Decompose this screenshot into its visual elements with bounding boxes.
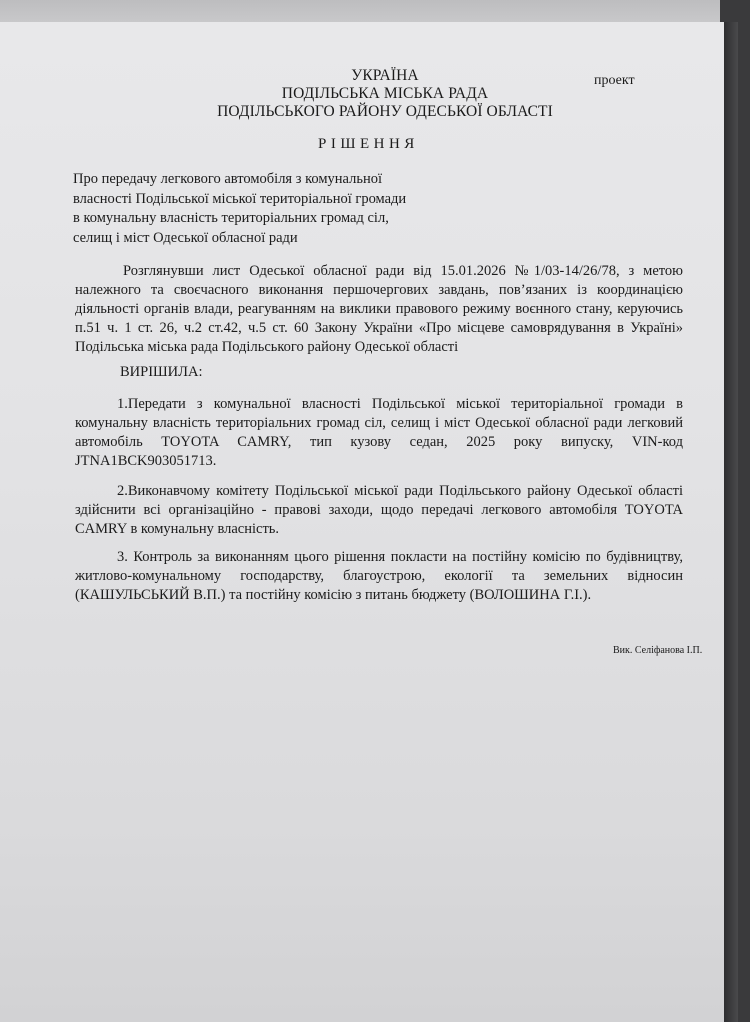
subject-line: селищ і міст Одеської обласної ради	[73, 229, 298, 246]
draft-label: проект	[594, 73, 635, 88]
council-heading: ПОДІЛЬСЬКА МІСЬКА РАДА	[281, 85, 489, 102]
decision-title: РІШЕННЯ	[318, 136, 419, 152]
author-note: Вик. Селіфанова І.П.	[613, 645, 703, 656]
district-heading: ПОДІЛЬСЬКОГО РАЙОНУ ОДЕСЬКОЇ ОБЛАСТІ	[217, 103, 553, 120]
page-shadow-edge	[724, 22, 738, 1022]
background-sheet	[0, 0, 720, 22]
item-3-paragraph: 3. Контроль за виконанням цього рішення покласти на постійну комісію по будівництву, житлово-комунальному господарству, благоустрою, екології та земельних відносин (КАШУЛЬСЬКИЙ В.П.) та постійну комісію з питань бюджету (ВОЛОШИНА Г.І.).	[75, 549, 683, 603]
item-2-paragraph: 2.Виконавчому комітету Подільської міської ради Подільського району Одеської області здійснити всі організаційно - правові заходи, щодо передачі легкового автомобіля TOYOTA CAMRY в комунальну власність.	[75, 483, 683, 537]
country-heading: УКРАЇНА	[351, 67, 419, 84]
subject-line: Про передачу легкового автомобіля з комунальної	[73, 171, 382, 187]
subject-line: в комунальну власність територіальних громад сіл,	[73, 210, 389, 226]
item-1-paragraph: 1.Передати з комунальної власності Подільської міської територіальної громади в комунальну власність територіальних громад сіл, селищ і міст Одеської обласної ради легковий автомобіль TOYOTA CAMRY, тип кузову седан, 2025 року випуску, VIN-код JTNA1BCK903051713.	[75, 396, 683, 469]
preamble-paragraph: Розглянувши лист Одеської обласної ради від 15.01.2026 №1/03-14/26/78, з метою належного та своєчасного виконання першочергових завдань, пов’язаних із координацією діяльності органів влади, реагуванням на виклики правового режиму воєнного стану, керуючись п.51 ч. 1 ст. 26, ч.2 ст.42, ч.5 ст. 60 Закону України «Про місцеве самоврядування в Україні» Подільська міська рада Подільського району Одеської області	[75, 263, 683, 355]
document-page	[0, 22, 738, 1022]
subject-line: власності Подільської міської територіальної громади	[73, 190, 407, 207]
decision-subject	[73, 170, 493, 248]
decided-heading: ВИРІШИЛА:	[120, 364, 203, 380]
